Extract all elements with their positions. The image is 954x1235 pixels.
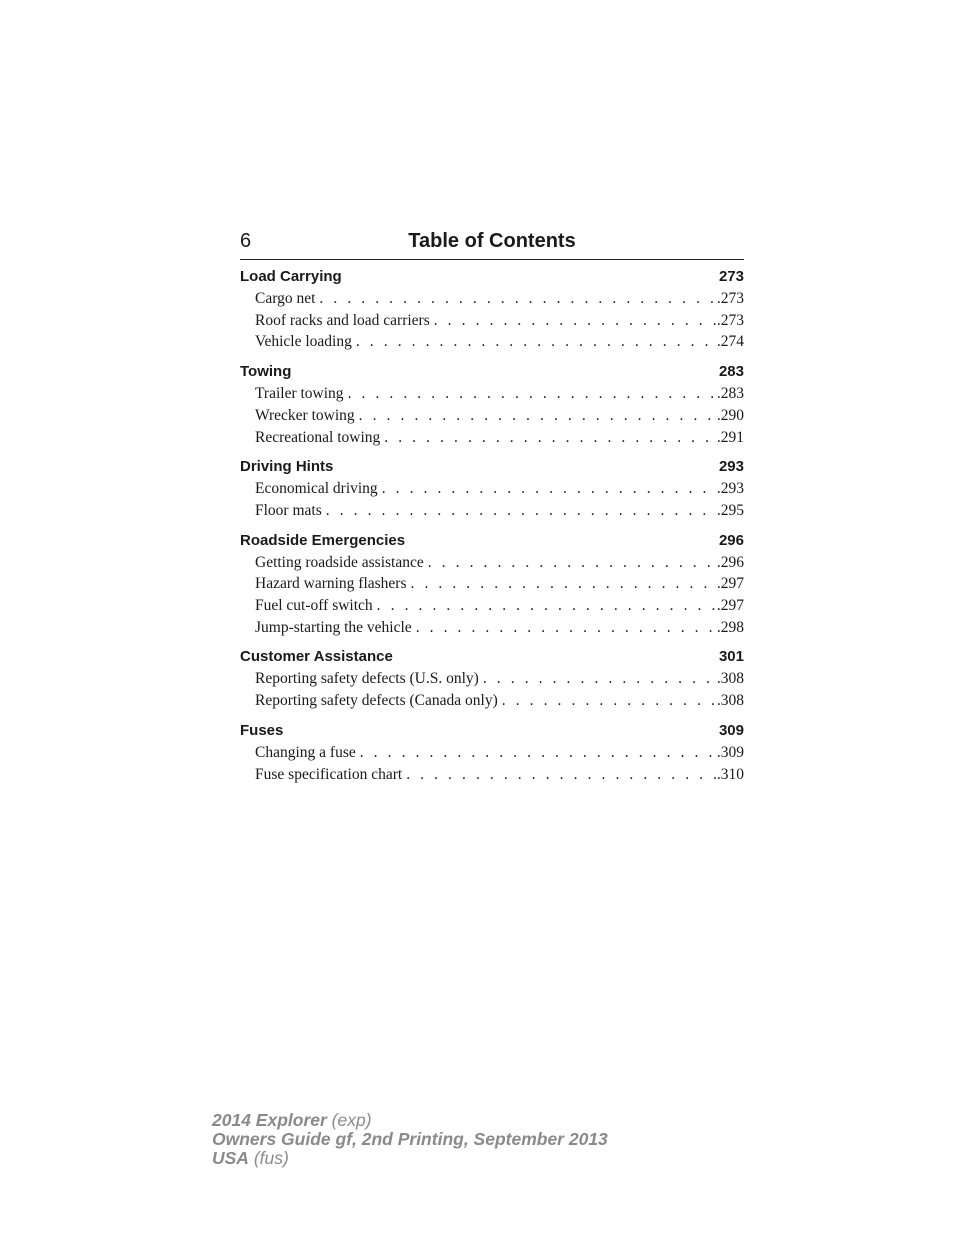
- entry-label: Reporting safety defects (Canada only): [255, 692, 498, 710]
- toc-section: [240, 361, 744, 448]
- toc-entry[interactable]: [240, 617, 744, 639]
- section-page: 293: [718, 458, 744, 476]
- entry-label: Hazard warning flashers: [255, 575, 407, 593]
- section-page: 273: [718, 268, 744, 285]
- dot-leader: [502, 690, 716, 712]
- section-page: 309: [718, 721, 744, 739]
- dot-leader: [319, 288, 715, 310]
- section-title: Customer Assistance: [240, 648, 393, 666]
- entry-label: Getting roadside assistance: [255, 553, 424, 571]
- dot-leader: [384, 427, 716, 449]
- dot-leader: [348, 383, 716, 405]
- section-heading[interactable]: [240, 456, 744, 478]
- footer-guide: Owners Guide gf, 2nd Printing, September 2013: [212, 1129, 608, 1149]
- entry-page: .297: [716, 575, 744, 593]
- dot-leader: [434, 310, 716, 332]
- section-heading[interactable]: [240, 530, 744, 552]
- entry-page: .273: [716, 290, 744, 307]
- entry-label: Trailer towing: [255, 385, 344, 403]
- dot-leader: [411, 573, 716, 595]
- toc-entry[interactable]: [240, 764, 744, 786]
- entry-label: Fuse specification chart: [255, 765, 403, 783]
- toc-entry[interactable]: [240, 690, 744, 712]
- dot-leader: [428, 552, 716, 574]
- toc-entry[interactable]: [240, 288, 744, 310]
- section-heading[interactable]: [240, 720, 744, 742]
- entry-page: .308: [716, 692, 744, 710]
- toc-entry[interactable]: [240, 742, 744, 764]
- entry-label: Wrecker towing: [255, 406, 355, 424]
- entry-page: .310: [716, 765, 744, 783]
- document-footer: [212, 1111, 608, 1168]
- section-page: 301: [718, 648, 744, 666]
- entry-page: .297: [716, 597, 744, 615]
- toc-entry[interactable]: [240, 310, 744, 332]
- toc-entry[interactable]: [240, 383, 744, 405]
- toc-section: [240, 720, 744, 785]
- dot-leader: [359, 405, 716, 427]
- toc-entry[interactable]: [240, 427, 744, 449]
- section-heading[interactable]: [240, 646, 744, 668]
- dot-leader: [356, 331, 716, 353]
- entry-page: .291: [716, 428, 744, 446]
- toc-entry[interactable]: [240, 500, 744, 522]
- toc-entry[interactable]: [240, 405, 744, 427]
- entry-label: Changing a fuse: [255, 743, 356, 761]
- toc-section: [240, 530, 744, 639]
- section-title: Driving Hints: [240, 458, 334, 476]
- entry-page: .298: [716, 618, 744, 636]
- entry-page: .290: [716, 406, 744, 424]
- entry-page: .293: [716, 480, 744, 498]
- dot-leader: [377, 595, 716, 617]
- entry-label: Roof racks and load carriers: [255, 311, 430, 329]
- page-number: 6: [240, 230, 252, 252]
- section-heading[interactable]: [240, 361, 744, 383]
- footer-model-code: (exp): [331, 1110, 372, 1130]
- entry-label: Fuel cut-off switch: [255, 597, 373, 615]
- entry-label: Jump-starting the vehicle: [255, 618, 412, 636]
- footer-market-code: (fus): [253, 1148, 289, 1168]
- entry-label: Recreational towing: [255, 428, 381, 446]
- entry-page: .309: [716, 743, 744, 761]
- toc-entry[interactable]: [240, 668, 744, 690]
- entry-label: Cargo net: [255, 290, 316, 307]
- toc-entry[interactable]: [240, 552, 744, 574]
- entry-page: .283: [716, 385, 744, 403]
- dot-leader: [406, 764, 716, 786]
- page-title: Table of Contents: [408, 230, 576, 252]
- section-page: 296: [718, 531, 744, 549]
- entry-page: .273: [716, 311, 744, 329]
- toc-entry[interactable]: [240, 478, 744, 500]
- toc-entry[interactable]: [240, 595, 744, 617]
- section-title: Fuses: [240, 721, 284, 739]
- entry-page: .274: [716, 333, 744, 351]
- entry-page: .308: [716, 670, 744, 688]
- entry-label: Economical driving: [255, 480, 378, 498]
- entry-label: Vehicle loading: [255, 333, 352, 351]
- page-header: [240, 229, 744, 260]
- section-title: Towing: [240, 363, 292, 381]
- section-title: Load Carrying: [240, 268, 342, 285]
- section-heading[interactable]: [240, 266, 744, 288]
- toc-section: [240, 456, 744, 521]
- entry-page: .295: [716, 501, 744, 519]
- dot-leader: [360, 742, 716, 764]
- section-page: 283: [718, 363, 744, 381]
- footer-model: 2014 Explorer: [212, 1110, 327, 1130]
- footer-market: USA: [212, 1148, 249, 1168]
- entry-label: Floor mats: [255, 501, 322, 519]
- entry-page: .296: [716, 553, 744, 571]
- dot-leader: [382, 478, 716, 500]
- toc-entry[interactable]: [240, 331, 744, 353]
- entry-label: Reporting safety defects (U.S. only): [255, 670, 479, 688]
- dot-leader: [416, 617, 716, 639]
- footer-line-model: [212, 1111, 608, 1130]
- dot-leader: [483, 668, 716, 690]
- toc-section: [240, 646, 744, 711]
- table-of-contents: [240, 266, 744, 793]
- section-title: Roadside Emergencies: [240, 531, 406, 549]
- dot-leader: [326, 500, 716, 522]
- toc-entry[interactable]: [240, 573, 744, 595]
- toc-section: [240, 266, 744, 353]
- footer-line-market: [212, 1149, 608, 1168]
